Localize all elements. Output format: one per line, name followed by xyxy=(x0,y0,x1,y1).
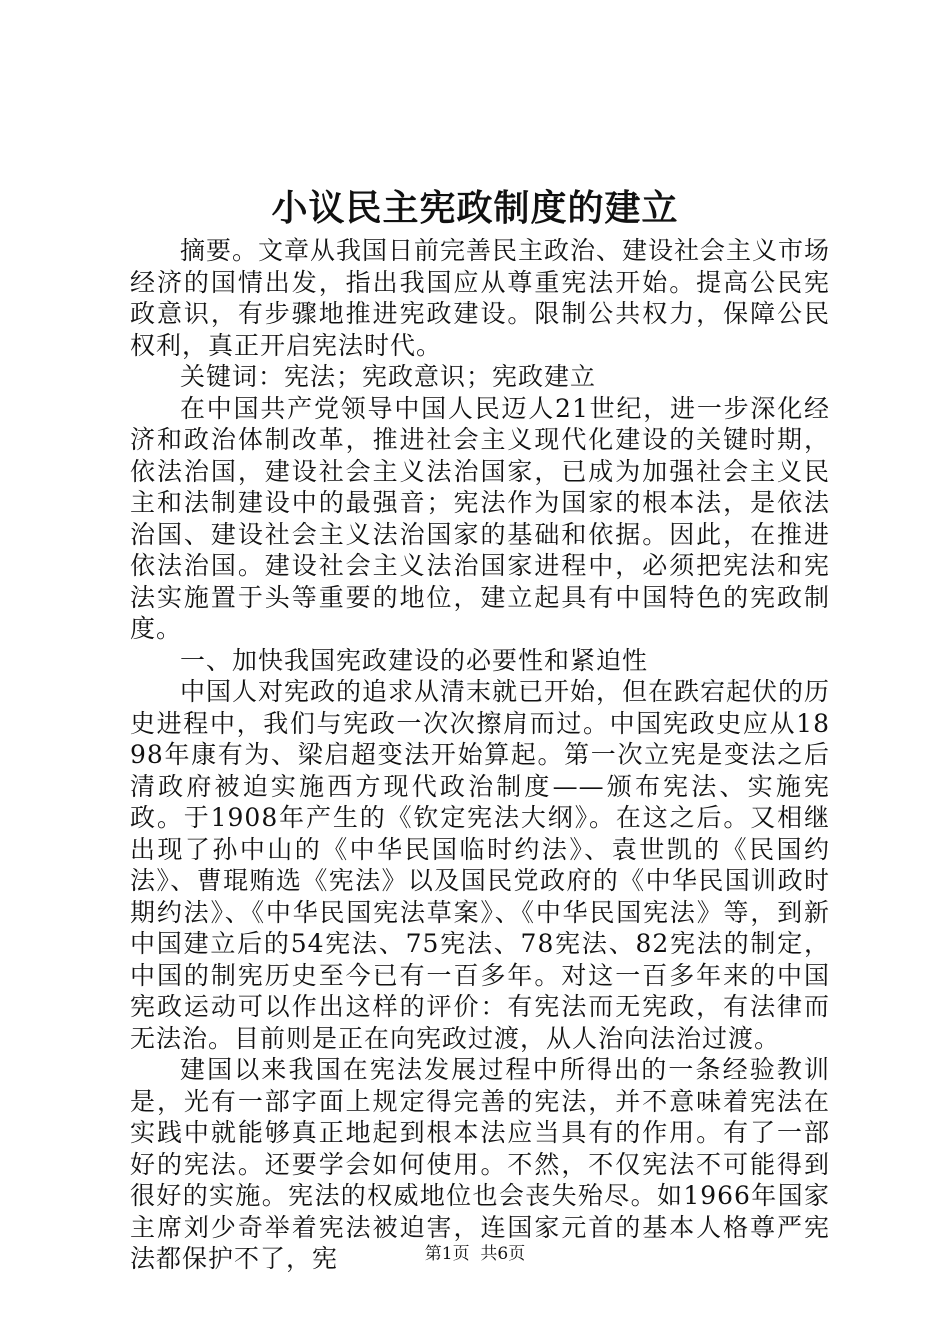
document-title: 小议民主宪政制度的建立 xyxy=(271,187,679,229)
history-paragraph: 中国人对宪政的追求从清末就已开始，但在跌宕起伏的历史进程中，我们与宪政一次次擦肩而过。中国宪政史应从1898年康有为、梁启超变法开始算起。第一次立宪是变法之后清政府被迫实施西方现代政治制度——颁布宪法、实施宪政。于1908年产生的《钦定宪法大纲》。在这之后。又相继出现了孙中山的《中华民国临时约法》、袁世凯的《民国约法》、曹琨贿选《宪法》以及国民党政府的《中华民国训政时期约法》、《中华民国宪法草案》、《中华民国宪法》等，到新中国建立后的54宪法、75宪法、78宪法、82宪法的制定，中国的制宪历史至今已有一百多年。对这一百多年来的中国宪政运动可以作出这样的评价：有宪法而无宪政，有法律而无法治。目前则是正在向宪政过渡，从人治向法治过渡。 xyxy=(130,677,831,1053)
keywords-paragraph: 关键词：宪法；宪政意识；宪政建立 xyxy=(180,362,597,391)
abstract-paragraph: 摘要。文章从我国日前完善民主政治、建设社会主义市场经济的国情出发，指出我国应从尊重宪法开始。提高公民宪政意识，有步骤地推进宪政建设。限制公共权力，保障公民权利，真正开启宪法时代。 xyxy=(130,236,831,360)
intro-paragraph: 在中国共产党领导中国人民迈人21世纪，进一步深化经济和政治体制改革，推进社会主义现代化建设的关键时期，依法治国，建设社会主义法治国家，已成为加强社会主义民主和法制建设中的最强音；宪法作为国家的根本法，是依法治国、建设社会主义法治国家的基础和依据。因此，在推进依法治国。建设社会主义法治国家进程中，必须把宪法和宪法实施置于头等重要的地位，建立起具有中国特色的宪政制度。 xyxy=(130,393,830,643)
section-heading: 一、加快我国宪政建设的必要性和紧迫性 xyxy=(180,645,649,675)
page-number-label: 第1页 共6页 xyxy=(424,1244,526,1264)
lesson-paragraph: 建国以来我国在宪法发展过程中所得出的一条经验教训是，光有一部字面上规定得完善的宪法，并不意味着宪法在实践中就能够真正地起到根本法应当具有的作用。有了一部好的宪法。还要学会如何使用。不然，不仅宪法不可能得到很好的实施。宪法的权威地位也会丧失殆尽。如1966年国家主席刘少奇举着宪法被迫害，连国家元首的基本人格尊严宪法都保护不了，宪 xyxy=(130,1055,830,1273)
document-body xyxy=(130,235,830,1275)
page-footer xyxy=(0,1243,950,1265)
